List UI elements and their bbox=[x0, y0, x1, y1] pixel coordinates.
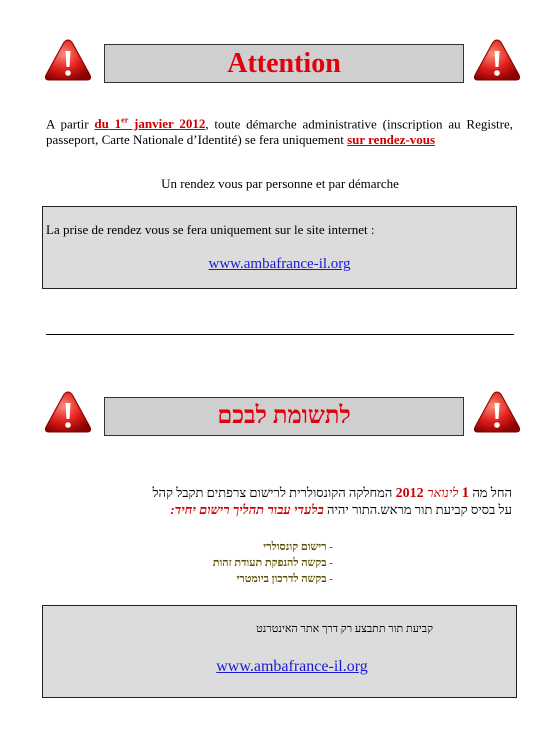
list-item: - רישום קונסולרי bbox=[263, 541, 333, 553]
french-info-box bbox=[42, 206, 517, 289]
embassy-website-link[interactable]: www.ambafrance-il.org bbox=[208, 256, 351, 272]
info-box-text: La prise de rendez vous se fera uniquement sur le site internet : bbox=[46, 222, 375, 237]
embassy-website-link[interactable]: www.ambafrance-il.org bbox=[216, 658, 368, 675]
list-item: - בקשה לדרכון ביומטרי bbox=[236, 573, 333, 585]
one-appointment-rule: Un rendez vous par personne et par démarche bbox=[161, 176, 399, 191]
french-notice-paragraph: A partir du 1er janvier 2012, toute démarche administrative (inscription au Registre, passeport, Carte Nationale d’Identité) se fera uniquement sur rendez-vous bbox=[46, 116, 513, 148]
hebrew-title: לתשומת לבכם bbox=[217, 403, 351, 429]
attention-title-box bbox=[104, 44, 464, 83]
warning-icon bbox=[472, 389, 522, 435]
start-date: du 1er janvier 2012 bbox=[94, 116, 206, 132]
hebrew-notice-paragraph bbox=[40, 485, 512, 518]
hebrew-service-list bbox=[140, 539, 333, 587]
hebrew-title-box bbox=[104, 397, 464, 436]
info-box-text: קביעת תור תתבצע רק דרך אתר האינטרנט bbox=[256, 623, 433, 635]
attention-title: Attention bbox=[227, 47, 341, 79]
appointment-highlight: sur rendez-vous bbox=[347, 132, 436, 148]
hebrew-info-box bbox=[42, 605, 517, 698]
warning-icon bbox=[43, 389, 93, 435]
hebrew-line-1: החל מה 1 לינואר 2012 המחלקה הקונסולרית לרישום צרפתים תקבל קהל bbox=[152, 485, 512, 501]
hebrew-line-2: על בסיס קביעת תור מראש.התור יהיה בלעדי עבור תהליך רישום יחיד: bbox=[170, 502, 512, 517]
list-item: - בקשה להנפקת תעודת זהות bbox=[212, 557, 333, 569]
warning-icon bbox=[472, 37, 522, 83]
warning-icon bbox=[43, 37, 93, 83]
section-divider bbox=[46, 334, 514, 335]
